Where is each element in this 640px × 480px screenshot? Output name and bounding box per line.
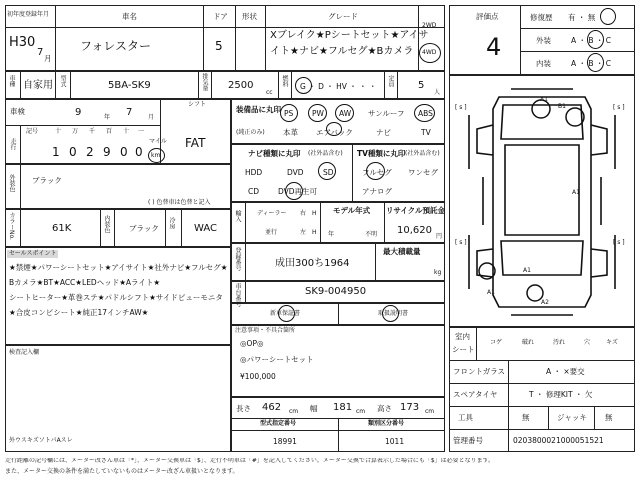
- score-label: 評価点: [476, 12, 499, 21]
- use-label: 車種: [8, 75, 15, 87]
- sales-point-line: シートヒーター★革巻ステ★パドルシフト★サイドビューモニタ: [9, 293, 223, 302]
- fuel-label: 燃料: [281, 75, 288, 87]
- reg-year-value: H30: [9, 35, 36, 50]
- selected-equip-circle: [326, 122, 342, 136]
- chassis-value: SK9-004950: [305, 286, 367, 297]
- selected-manual-circle: [382, 305, 399, 322]
- model-year-unknown: 不明: [365, 231, 378, 238]
- width-value: 181: [333, 402, 353, 413]
- divider: [520, 51, 635, 52]
- damage-code: B1: [558, 103, 566, 110]
- width-unit: cm: [356, 408, 366, 415]
- equip-abs: ABS: [418, 109, 433, 118]
- seat-option: 汚れ: [553, 339, 566, 346]
- interior-label: 内装: [536, 59, 551, 68]
- equipment-label: 装備品に丸印: [236, 105, 281, 114]
- class-no-value: 1011: [385, 437, 405, 446]
- mgmt-label: 管理番号: [453, 436, 483, 445]
- tools-label: 工具: [458, 413, 473, 422]
- owner-manual: 取扱説明書: [378, 310, 409, 317]
- mileage-hdr-4: 百: [106, 128, 113, 135]
- exterior-options: A ・ B ・ C: [571, 36, 612, 45]
- divider: [203, 5, 204, 71]
- max-load-unit: kg: [434, 269, 442, 276]
- import-left-h: H: [312, 229, 317, 236]
- doors-value: 5: [215, 39, 223, 53]
- mile-label: マイル: [149, 138, 167, 145]
- spare-label: スペアタイヤ: [453, 390, 498, 399]
- mileage-hdr-3: 千: [89, 128, 96, 135]
- grade-line1: Xブレイク★Pシートセット★アイサ: [270, 30, 429, 41]
- selected-4wd-circle: [419, 43, 441, 63]
- bracket-mark: [ s ]: [613, 239, 625, 246]
- navi-sd: SD: [323, 168, 334, 177]
- equip-pw: PW: [312, 109, 324, 118]
- type-no-label: 型式指定番号: [260, 420, 297, 427]
- type-no-value: 18991: [273, 437, 297, 446]
- reg-year-label: 初年度登録年月: [7, 11, 50, 18]
- import-right: 右: [300, 210, 307, 217]
- divider: [211, 71, 212, 99]
- divider: [291, 71, 292, 99]
- grade-line2: イト★ナビ★フルセグ★Bカメラ: [270, 46, 414, 57]
- name-value: フォレスター: [80, 39, 152, 53]
- divider: [198, 71, 199, 99]
- capacity-value: 5: [418, 80, 425, 91]
- score-value: 4: [486, 33, 502, 61]
- navi-dvd-play: DVD再生可: [278, 187, 318, 196]
- divider: [245, 281, 246, 303]
- import-left: 左: [300, 229, 307, 236]
- shift-label: シフト: [188, 101, 207, 108]
- equip-aw: AW: [339, 109, 352, 118]
- max-load-label: 最大積載量: [383, 247, 421, 256]
- spare-options: T ・ 修理KIT ・ 欠: [529, 390, 593, 399]
- selected-navi-circle: [318, 162, 336, 180]
- navi-hdd: HDD: [245, 168, 263, 177]
- model-label: 型式: [59, 75, 66, 87]
- color-no-label: カラーNo.: [8, 212, 15, 240]
- capacity-label: 定員: [387, 75, 394, 87]
- exterior-color-label: 外装色: [8, 174, 15, 192]
- seat-label-2: シート: [452, 345, 475, 354]
- import-right-h: H: [312, 210, 317, 217]
- divider: [55, 5, 56, 71]
- repair-options: 有 ・ 無: [568, 13, 596, 22]
- divider: [594, 406, 595, 429]
- recycle-label: リサイクル預託金: [386, 206, 445, 215]
- ac-label: 冷房: [168, 217, 175, 229]
- capacity-unit: 人: [434, 89, 441, 96]
- inspector-bottom-text: 外ウスキズソトパAスレ: [9, 437, 73, 444]
- inspection-mileage-box: [5, 99, 231, 164]
- mileage-hdr-1: 十: [55, 128, 62, 135]
- tv-label: TV種類に丸印: [357, 149, 406, 158]
- notes-line: ◎パワーシートセット: [240, 355, 314, 364]
- selected-interior-circle: [587, 53, 604, 72]
- tv-oneseg: ワンセグ: [408, 168, 438, 177]
- selected-warranty-circle: [278, 305, 295, 322]
- import-dealer: ディーラー: [257, 210, 287, 217]
- damage-code: A1: [540, 96, 548, 103]
- windshield-options: A ・ ×要交: [546, 367, 585, 376]
- bracket-mark: [ s ]: [613, 104, 625, 111]
- tv-fullseg: フルセグ: [362, 168, 392, 177]
- reg-no-label: 登録番号: [234, 247, 241, 271]
- exterior-color-value: ブラック: [32, 176, 62, 185]
- divider: [265, 5, 266, 71]
- height-unit: cm: [425, 408, 435, 415]
- selected-equip-circle: [308, 104, 327, 122]
- navi-note: (社外品含む): [308, 150, 343, 157]
- import-label: 輸入: [234, 210, 241, 222]
- divider: [278, 71, 279, 99]
- divider: [55, 71, 56, 99]
- damage-code: A1: [523, 267, 531, 274]
- inspection-year-unit: 年: [104, 114, 111, 121]
- divider: [181, 209, 182, 247]
- drive-4wd: 4WD: [422, 49, 437, 56]
- mileage-hdr-6: 一: [138, 128, 145, 135]
- reg-no-value: 成田300ち1964: [275, 258, 350, 269]
- divider: [397, 71, 398, 99]
- jack-value: 無: [605, 413, 613, 422]
- divider: [70, 71, 71, 99]
- divider: [114, 209, 115, 247]
- km-label: km: [151, 152, 161, 159]
- selected-fuel-circle: [295, 77, 312, 94]
- import-parallel: 並行: [265, 229, 278, 236]
- divider: [338, 303, 339, 325]
- mgmt-value: 0203800021000051521: [513, 436, 604, 445]
- notes-line: ¥100,000: [240, 372, 276, 381]
- tools-value: 無: [522, 413, 530, 422]
- grade-label: グレード: [328, 12, 358, 21]
- selected-equip-circle: [414, 104, 435, 122]
- divider: [375, 243, 376, 281]
- equip-ps: PS: [284, 109, 294, 118]
- divider: [20, 209, 21, 247]
- divider: [100, 209, 101, 247]
- exterior-label: 外装: [536, 36, 551, 45]
- height-label: 高さ: [377, 404, 392, 413]
- sales-points-label: セールスポイント: [9, 250, 57, 257]
- divider: [5, 27, 445, 28]
- divider: [508, 360, 509, 452]
- interior-color-value: ブラック: [129, 224, 159, 233]
- mileage-digit: 0: [120, 145, 128, 159]
- mileage-digit: 2: [86, 145, 94, 159]
- recycle-unit: 円: [436, 233, 443, 240]
- inspector-box: [5, 345, 231, 452]
- inspection-label: 車検: [10, 107, 25, 116]
- drive-2wd: 2WD: [422, 22, 437, 29]
- damage-code: A1: [487, 289, 495, 296]
- reg-month-unit: 月: [44, 54, 52, 63]
- mileage-digit: 1: [52, 145, 60, 159]
- navi-cd: CD: [248, 187, 260, 196]
- model-year-label: モデル年式: [333, 206, 371, 215]
- divider: [476, 327, 477, 360]
- divider: [449, 360, 635, 361]
- divider: [338, 418, 339, 452]
- selected-equip-circle: [280, 104, 298, 122]
- footer-line2: また、メーター交換の条件を満たしていないものはメーター改ざん車扱いとなります。: [5, 468, 239, 475]
- divider: [20, 71, 21, 99]
- equip-airbag: エアバック: [316, 128, 353, 137]
- navi-label: ナビ種類に丸印: [248, 149, 301, 158]
- seat-option: キズ: [606, 339, 618, 346]
- length-label: 長さ: [236, 404, 251, 413]
- divider: [449, 383, 635, 384]
- selected-km-circle: [148, 148, 165, 163]
- reg-month-value: 7: [37, 47, 44, 58]
- seat-option: 穴: [584, 339, 591, 346]
- seat-option: 破れ: [522, 339, 535, 346]
- usage-row: [5, 71, 445, 99]
- divider: [520, 28, 635, 29]
- divider: [449, 406, 635, 407]
- car-outline-diagram: [449, 75, 635, 327]
- damage-code: A1: [572, 189, 580, 196]
- divider: [245, 243, 246, 281]
- bracket-mark: [ s ]: [455, 239, 467, 246]
- sales-point-line: ★合皮コンビシート★純正17インチAW★: [9, 308, 149, 317]
- mileage-digit: 9: [103, 145, 111, 159]
- length-value: 462: [262, 402, 282, 413]
- selected-repair-circle: [600, 8, 616, 25]
- divider: [548, 406, 549, 429]
- ac-value: WAC: [194, 223, 217, 234]
- divider: [352, 144, 353, 202]
- equipment-sub-label: (純正のみ): [236, 129, 265, 136]
- width-label: 幅: [310, 404, 318, 413]
- displacement-value: 2500: [228, 80, 254, 91]
- model-value: 5BA-SK9: [108, 80, 151, 91]
- windshield-label: フロントガラス: [453, 367, 506, 376]
- tv-note: (社外品含む): [405, 150, 440, 157]
- notes-line: ◎OP◎: [240, 339, 264, 348]
- chassis-label: 車台番号: [234, 283, 241, 307]
- equip-navi: ナビ: [376, 128, 391, 137]
- name-label: 車名: [122, 12, 137, 21]
- divider: [20, 125, 21, 164]
- mileage-hdr-5: 十: [123, 128, 130, 135]
- divider: [20, 164, 21, 209]
- divider: [520, 5, 521, 75]
- class-no-label: 類別区分番号: [368, 420, 405, 427]
- inspection-month-unit: 月: [148, 114, 155, 121]
- divider: [245, 202, 246, 243]
- divider: [165, 209, 166, 247]
- navi-dvd: DVD: [287, 168, 304, 177]
- shape-label: 形状: [242, 12, 257, 21]
- selected-tv-circle: [366, 162, 385, 180]
- divider: [320, 202, 321, 243]
- sales-point-line: ★禁煙★パワーシートセット★アイサイト★社外ナビ★フルセグ★: [9, 263, 228, 272]
- mileage-hdr-2: 万: [72, 128, 79, 135]
- mileage-digit: 0: [135, 145, 143, 159]
- mileage-digit: 0: [69, 145, 77, 159]
- inspection-month: 7: [126, 107, 133, 118]
- exterior-color-note: ( ) 色替車は色替と記入: [148, 199, 211, 206]
- warranty-doc: 新車保証書: [270, 310, 301, 317]
- recycle-value: 10,620: [397, 225, 432, 236]
- divider: [5, 125, 160, 126]
- equip-tv: TV: [421, 128, 431, 137]
- mileage-label: 走行: [9, 138, 16, 150]
- use-value: 自家用: [23, 80, 53, 91]
- equip-sunroof: サンルーフ: [368, 109, 405, 118]
- jack-label: ジャッキ: [557, 413, 587, 422]
- color-no-value: 61K: [52, 223, 72, 234]
- shift-value: FAT: [185, 136, 206, 150]
- divider: [449, 429, 635, 430]
- inspector-label: 検査記入欄: [9, 349, 40, 356]
- mileage-hdr-0: 記号: [26, 128, 39, 135]
- doors-label: ドア: [213, 12, 228, 21]
- model-year-value: 年: [328, 231, 335, 238]
- sales-point-line: Bカメラ★BT★ACC★LEDヘッド★Aライト★: [9, 278, 161, 287]
- displacement-unit: cc: [266, 89, 273, 96]
- damage-code: A2: [541, 299, 549, 306]
- seat-option: コゲ: [490, 339, 503, 346]
- equip-leather: 本革: [283, 128, 298, 137]
- fuel-options: G ・ D ・ HV ・ ・ ・: [300, 82, 377, 91]
- footer-line1: 走行距離の記号欄には、メーター改ざん車は「*」、メーター交換車は「$」、走行不明車は「#」を記入してください。メーター交換で合算表示した場合にも「$」は必要となります。: [5, 458, 495, 464]
- selected-navi-circle: [285, 182, 303, 200]
- repair-label: 修復歴: [530, 13, 553, 22]
- divider: [235, 5, 236, 71]
- seat-label-1: 室内: [455, 332, 470, 341]
- interior-options: A ・ B ・ C: [571, 59, 612, 68]
- divider: [384, 71, 385, 99]
- notes-label: 注意事項・不具合箇所: [235, 327, 296, 334]
- length-unit: cm: [289, 408, 299, 415]
- inspection-year: 9: [75, 107, 82, 118]
- bracket-mark: [ s ]: [455, 104, 467, 111]
- selected-exterior-circle: [587, 30, 604, 49]
- selected-equip-circle: [335, 104, 354, 122]
- tv-analog: アナログ: [362, 187, 392, 196]
- displacement-label: 排気量: [201, 73, 208, 91]
- interior-color-label: 内装色: [103, 215, 110, 233]
- height-value: 173: [400, 402, 420, 413]
- divider: [384, 202, 385, 243]
